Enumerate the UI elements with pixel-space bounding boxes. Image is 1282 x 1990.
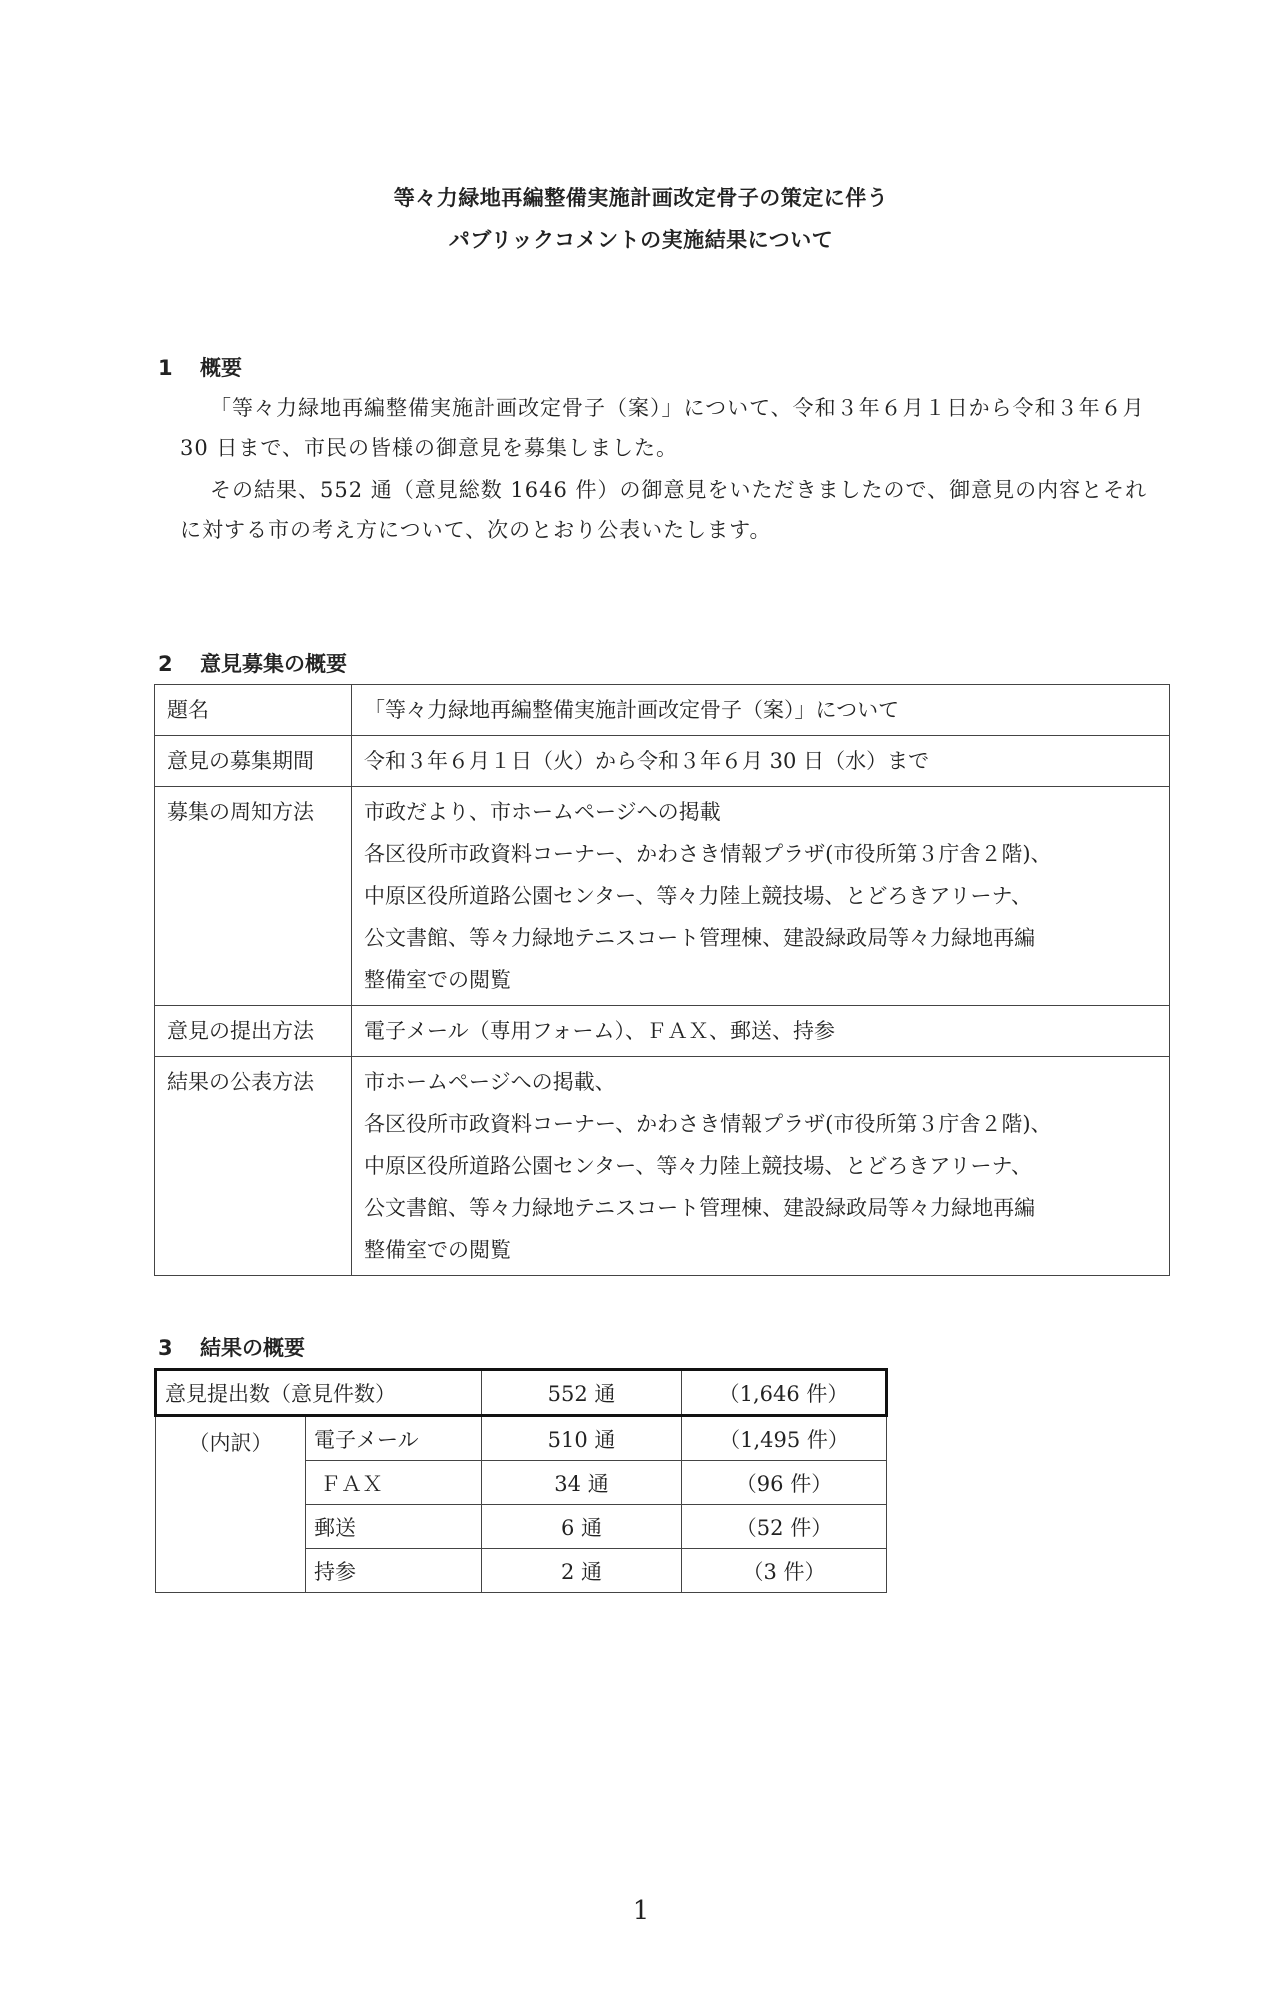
section1-paragraph-1: 「等々力緑地再編整備実施計画改定骨子（案）」について、令和３年６月１日から令和３年６月 30 日まで、市民の皆様の御意見を募集しました。: [180, 396, 1145, 460]
results-summary-table: [154, 1368, 888, 1593]
count-cell: 34 通: [482, 1461, 682, 1505]
row-label: 意見の募集期間: [155, 736, 352, 787]
row-value: 市政だより、市ホームページへの掲載 各区役所市政資料コーナー、かわさき情報プラザ(市役所第３庁舎２階)、 中原区役所道路公園センター、等々力陸上競技場、とどろきアリーナ、 公文書館、等々力緑地テニスコート管理棟、建設緑政局等々力緑地再編 整備室での閲覧: [352, 787, 1170, 1006]
count-cell: 6 通: [482, 1505, 682, 1549]
section1-paragraph-2: その結果、552 通（意見総数 1646 件）の御意見をいただきましたので、御意見の内容とそれに対する市の考え方について、次のとおり公表いたします。: [180, 478, 1148, 542]
breakdown-label: （内訳）: [156, 1416, 306, 1593]
row-value: 電子メール（専用フォーム）、ＦＡＸ、郵送、持参: [352, 1006, 1170, 1057]
document-title-line2: パブリックコメントの実施結果について: [448, 228, 834, 252]
page-number: 1: [632, 1896, 650, 1926]
table-row-total: [156, 1370, 887, 1416]
total-items: （1,646 件）: [682, 1370, 887, 1416]
section2-title: 意見募集の概要: [200, 652, 347, 676]
section1-heading: [158, 352, 242, 382]
section1-number: 1: [158, 356, 173, 380]
method-cell: 電子メール: [306, 1416, 482, 1461]
section1-title: 概要: [200, 356, 242, 380]
section3-heading: [158, 1332, 305, 1362]
row-label: 題名: [155, 685, 352, 736]
items-cell: （1,495 件）: [682, 1416, 887, 1461]
table-row: [155, 685, 1170, 736]
row-value: 令和３年６月１日（火）から令和３年６月 30 日（水）まで: [352, 736, 1170, 787]
row-value: 「等々力緑地再編整備実施計画改定骨子（案）」について: [352, 685, 1170, 736]
items-cell: （3 件）: [682, 1549, 887, 1593]
row-label: 意見の提出方法: [155, 1006, 352, 1057]
section3-title: 結果の概要: [200, 1336, 305, 1360]
method-cell: ＦＡＸ: [306, 1461, 482, 1505]
row-label: 結果の公表方法: [155, 1057, 352, 1276]
section2-number: 2: [158, 652, 173, 676]
table-row: [155, 1057, 1170, 1276]
section3-number: 3: [158, 1336, 173, 1360]
table-row: [156, 1416, 887, 1461]
table-row: [155, 787, 1170, 1006]
total-count: 552 通: [482, 1370, 682, 1416]
count-cell: 510 通: [482, 1416, 682, 1461]
method-cell: 郵送: [306, 1505, 482, 1549]
row-label: 募集の周知方法: [155, 787, 352, 1006]
row-value: 市ホームページへの掲載、 各区役所市政資料コーナー、かわさき情報プラザ(市役所第３庁舎２階)、 中原区役所道路公園センター、等々力陸上競技場、とどろきアリーナ、 公文書館、等々力緑地テニスコート管理棟、建設緑政局等々力緑地再編 整備室での閲覧: [352, 1057, 1170, 1276]
items-cell: （96 件）: [682, 1461, 887, 1505]
table-row: [155, 1006, 1170, 1057]
section2-heading: [158, 648, 347, 678]
solicitation-overview-table: [154, 684, 1170, 1276]
items-cell: （52 件）: [682, 1505, 887, 1549]
document-title-line1: 等々力緑地再編整備実施計画改定骨子の策定に伴う: [393, 186, 889, 210]
method-cell: 持参: [306, 1549, 482, 1593]
table-row: [155, 736, 1170, 787]
total-label: 意見提出数（意見件数）: [156, 1370, 482, 1416]
count-cell: 2 通: [482, 1549, 682, 1593]
